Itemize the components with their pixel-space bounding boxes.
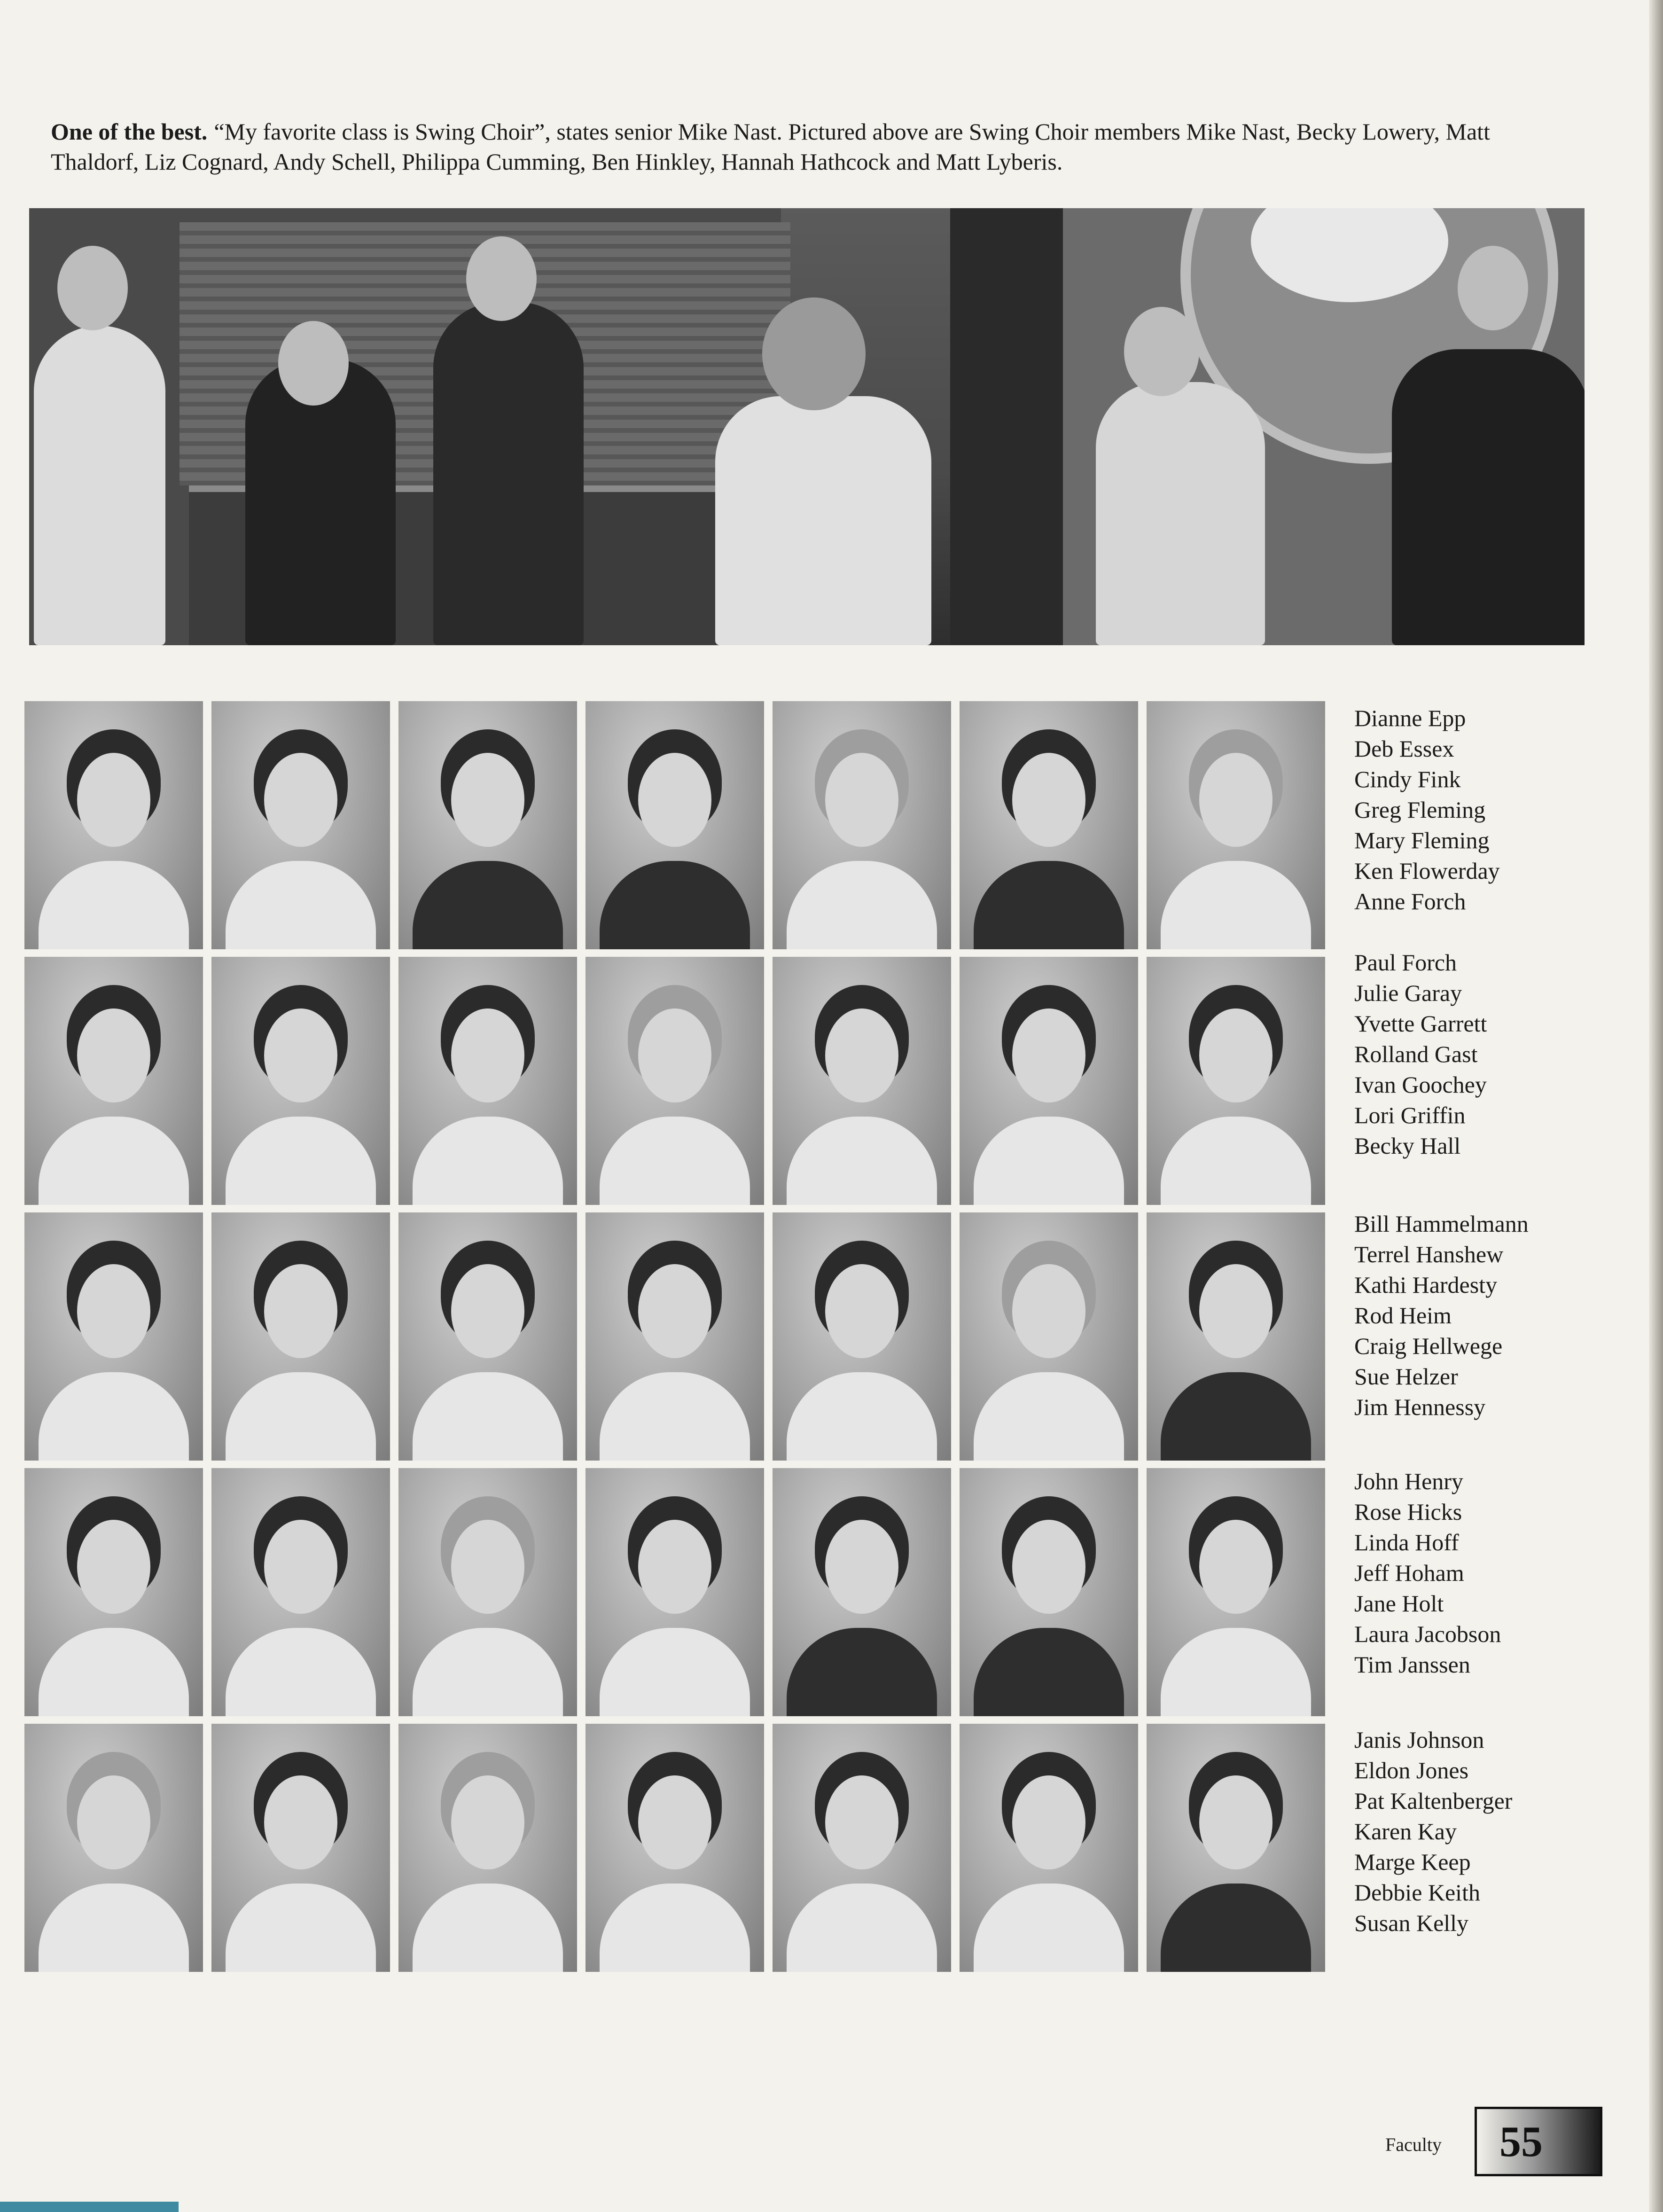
photo-caption — [51, 117, 1564, 177]
portrait-linda-hoff — [398, 1468, 577, 1716]
name-item: Dianne Epp — [1354, 705, 1466, 731]
name-item: Julie Garay — [1354, 980, 1462, 1006]
portrait-anne-forch — [1147, 701, 1325, 949]
portrait-mary-fleming — [773, 701, 951, 949]
portrait-kathi-hardesty — [398, 1212, 577, 1461]
portrait-becky-hall — [1147, 957, 1325, 1205]
page-number — [1475, 2107, 1602, 2176]
portrait-yvette-garrett — [398, 957, 577, 1205]
portrait-bill-hammelmann — [24, 1212, 203, 1461]
portrait-pat-kaltenberger — [398, 1724, 577, 1972]
name-item: Rolland Gast — [1354, 1041, 1478, 1067]
name-item: Rose Hicks — [1354, 1499, 1462, 1525]
scanner-strip — [0, 2202, 179, 2212]
name-item: Becky Hall — [1354, 1133, 1461, 1159]
portrait-rod-heim — [586, 1212, 764, 1461]
portrait-sue-helzer — [960, 1212, 1138, 1461]
caption-text: “My favorite class is Swing Choir”, states senior Mike Nast. Pictured above are Swing Choir members Mike Nast, Becky Lowery, Matt Thaldorf, Liz Cognard, Andy Schell, Philippa Cumming, Ben Hinkley, Hannah Hathcock and Matt Lyberis. — [51, 118, 1490, 175]
portrait-john-henry — [24, 1468, 203, 1716]
name-item: Janis Johnson — [1354, 1727, 1484, 1753]
portrait-ken-flowerday — [960, 701, 1138, 949]
portrait-paul-forch — [24, 957, 203, 1205]
name-item: Karen Kay — [1354, 1818, 1457, 1845]
name-item: Ken Flowerday — [1354, 858, 1500, 884]
section-label: Faculty — [1385, 2134, 1442, 2155]
portrait-eldon-jones — [211, 1724, 390, 1972]
portrait-lori-griffin — [960, 957, 1138, 1205]
portrait-susan-kelly — [1147, 1724, 1325, 1972]
portrait-greg-fleming — [586, 701, 764, 949]
portrait-marge-keep — [773, 1724, 951, 1972]
name-item: Cindy Fink — [1354, 766, 1461, 792]
portrait-deb-essex — [211, 701, 390, 949]
name-item: Anne Forch — [1354, 888, 1466, 915]
portrait-rolland-gast — [586, 957, 764, 1205]
name-item: Yvette Garrett — [1354, 1010, 1487, 1037]
page-number-text: 55 — [1499, 2118, 1543, 2165]
swing-choir-photo — [29, 208, 1585, 645]
portrait-terrel-hanshew — [211, 1212, 390, 1461]
portrait-tim-janssen — [1147, 1468, 1325, 1716]
portrait-jim-hennessy — [1147, 1212, 1325, 1461]
name-item: Bill Hammelmann — [1354, 1211, 1529, 1237]
portrait-janis-johnson — [24, 1724, 203, 1972]
name-item: Sue Helzer — [1354, 1363, 1458, 1390]
portrait-dianne-epp — [24, 701, 203, 949]
name-item: Rod Heim — [1354, 1302, 1452, 1329]
name-item: Jeff Hoham — [1354, 1560, 1464, 1586]
name-item: Linda Hoff — [1354, 1529, 1459, 1555]
name-list-row-2 — [1354, 947, 1487, 1161]
name-item: John Henry — [1354, 1468, 1463, 1494]
faculty-portrait-grid — [24, 701, 1325, 1972]
name-item: Greg Fleming — [1354, 797, 1486, 823]
portrait-jeff-hoham — [586, 1468, 764, 1716]
page-edge — [1649, 0, 1663, 2212]
name-item: Craig Hellwege — [1354, 1333, 1503, 1359]
name-item: Lori Griffin — [1354, 1102, 1466, 1128]
name-item: Debbie Keith — [1354, 1879, 1480, 1906]
portrait-ivan-goochey — [773, 957, 951, 1205]
name-list-row-3 — [1354, 1209, 1529, 1423]
name-item: Kathi Hardesty — [1354, 1272, 1498, 1298]
name-item: Terrel Hanshew — [1354, 1241, 1504, 1267]
name-item: Laura Jacobson — [1354, 1621, 1501, 1647]
portrait-cindy-fink — [398, 701, 577, 949]
name-item: Ivan Goochey — [1354, 1071, 1487, 1098]
portrait-karen-kay — [586, 1724, 764, 1972]
portrait-debbie-keith — [960, 1724, 1138, 1972]
name-item: Paul Forch — [1354, 949, 1457, 976]
name-item: Jim Hennessy — [1354, 1394, 1486, 1420]
name-item: Pat Kaltenberger — [1354, 1788, 1513, 1814]
name-list-row-5 — [1354, 1725, 1512, 1938]
portrait-laura-jacobson — [960, 1468, 1138, 1716]
portrait-craig-hellwege — [773, 1212, 951, 1461]
caption-lead: One of the best. — [51, 118, 208, 145]
name-item: Jane Holt — [1354, 1590, 1444, 1617]
name-item: Deb Essex — [1354, 735, 1454, 762]
name-list-row-1 — [1354, 703, 1500, 917]
portrait-julie-garay — [211, 957, 390, 1205]
name-item: Susan Kelly — [1354, 1910, 1469, 1936]
portrait-rose-hicks — [211, 1468, 390, 1716]
name-item: Marge Keep — [1354, 1849, 1471, 1875]
name-list-row-4 — [1354, 1466, 1501, 1680]
name-item: Eldon Jones — [1354, 1757, 1469, 1783]
name-item: Mary Fleming — [1354, 827, 1490, 853]
portrait-jane-holt — [773, 1468, 951, 1716]
name-item: Tim Janssen — [1354, 1651, 1470, 1678]
